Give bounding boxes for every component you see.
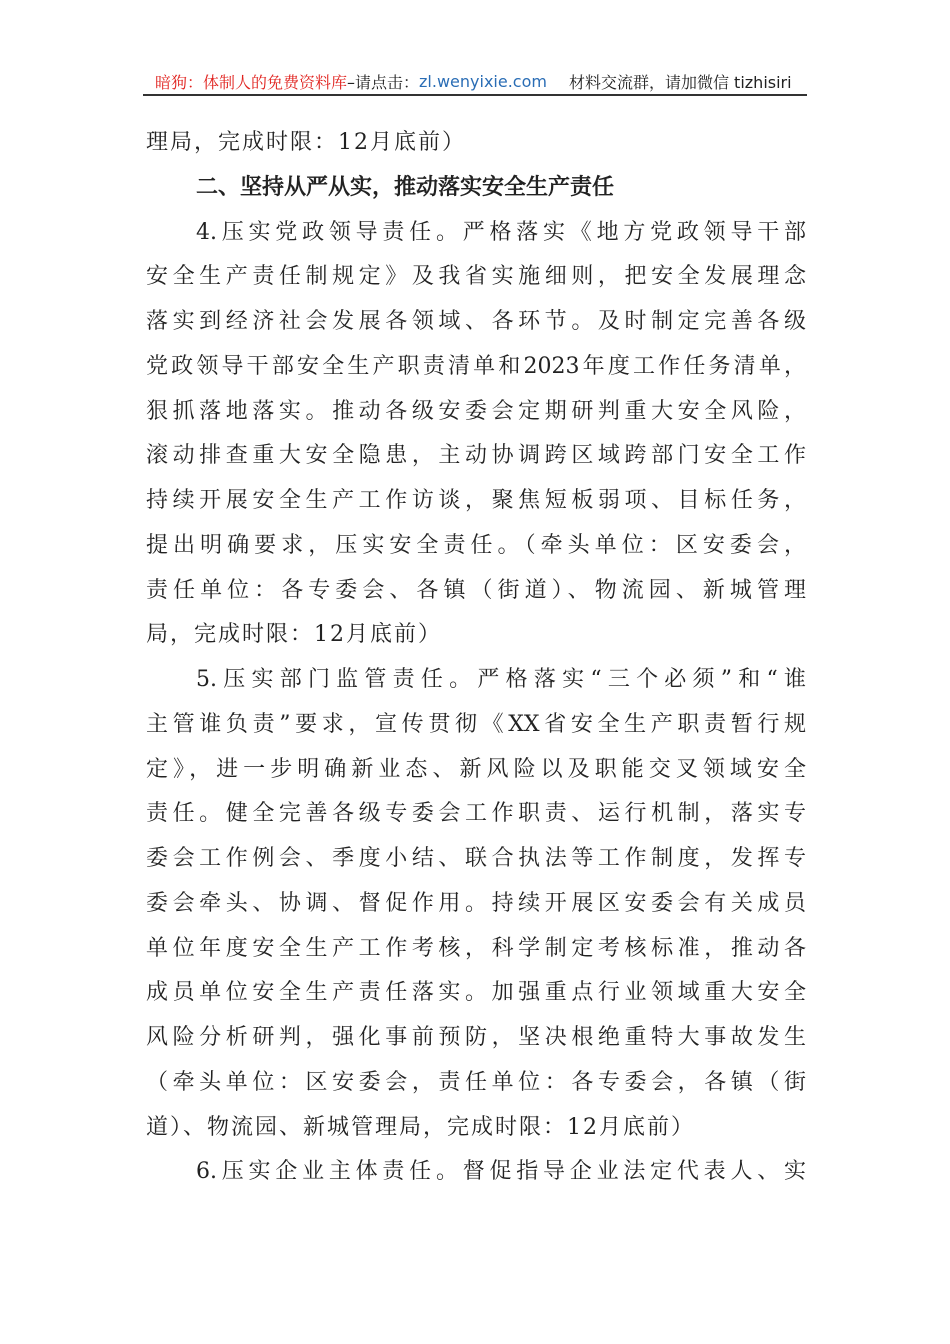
text-line: 定》，进一步明确新业态、新风险以及职能交叉领域安全 bbox=[146, 756, 806, 782]
text-line: 滚动排查重大安全隐患，主动协调跨区域跨部门安全工作 bbox=[146, 443, 806, 469]
section-heading: 二、坚持从严从实，推动落实安全生产责任 bbox=[196, 174, 615, 200]
header-group-text: 材料交流群，请加微信 tizhisiri bbox=[568, 72, 792, 92]
text-line: 委会牵头、协调、督促作用。持续开展区安委会有关成员 bbox=[146, 890, 806, 916]
text-line: 持续开展安全生产工作访谈，聚焦短板弱项、目标任务， bbox=[146, 488, 806, 513]
header-url-link[interactable]: zl.wenyixie.com bbox=[419, 71, 547, 91]
text-line: 安全生产责任制规定》及我省实施细则，把安全发展理念 bbox=[146, 264, 806, 290]
text-line: 提出明确要求，压实安全责任。（牵头单位：区安委会， bbox=[146, 532, 806, 558]
text-line: 党政领导干部安全生产职责清单和2023年度工作任务清单， bbox=[146, 353, 806, 379]
text-line: 落实到经济社会发展各领域、各环节。及时制定完善各级 bbox=[146, 309, 806, 334]
text-line: 局，完成时限：12月底前） bbox=[146, 622, 442, 648]
header-brand: 暗狗：体制人的免费资料库 bbox=[155, 72, 348, 92]
text-line: 狠抓落地落实。推动各级安委会定期研判重大安全风险， bbox=[146, 398, 806, 424]
text-line: 道）、物流园、新城管理局，完成时限：12月底前） bbox=[146, 1114, 695, 1140]
text-line: 5.压实部门监管责任。严格落实“三个必须”和“谁 bbox=[196, 667, 806, 692]
document-body bbox=[146, 121, 806, 1195]
text-line: 单位年度安全生产工作考核，科学制定考核标准，推动各 bbox=[146, 935, 806, 961]
text-line: 4.压实党政领导责任。严格落实《地方党政领导干部 bbox=[196, 219, 806, 245]
text-line: 理局，完成时限：12月底前） bbox=[146, 130, 466, 155]
header-click-label: –请点击： bbox=[347, 72, 420, 92]
text-line: 委会工作例会、季度小结、联合执法等工作制度，发挥专 bbox=[146, 846, 806, 871]
text-line: 主管谁负责”要求，宣传贯彻《XX省安全生产职责暂行规 bbox=[146, 711, 806, 737]
text-line: 风险分析研判，强化事前预防，坚决根绝重特大事故发生 bbox=[146, 1025, 806, 1050]
page-header bbox=[145, 68, 805, 94]
text-line: 6.压实企业主体责任。督促指导企业法定代表人、实 bbox=[196, 1159, 806, 1185]
text-line: 责任单位：各专委会、各镇（街道）、物流园、新城管理 bbox=[146, 577, 806, 603]
text-line: （牵头单位：区安委会，责任单位：各专委会，各镇（街 bbox=[146, 1069, 806, 1095]
text-line: 成员单位安全生产责任落实。加强重点行业领域重大安全 bbox=[146, 980, 806, 1006]
header-divider bbox=[143, 94, 807, 96]
text-line: 责任。健全完善各级专委会工作职责、运行机制，落实专 bbox=[146, 801, 806, 827]
